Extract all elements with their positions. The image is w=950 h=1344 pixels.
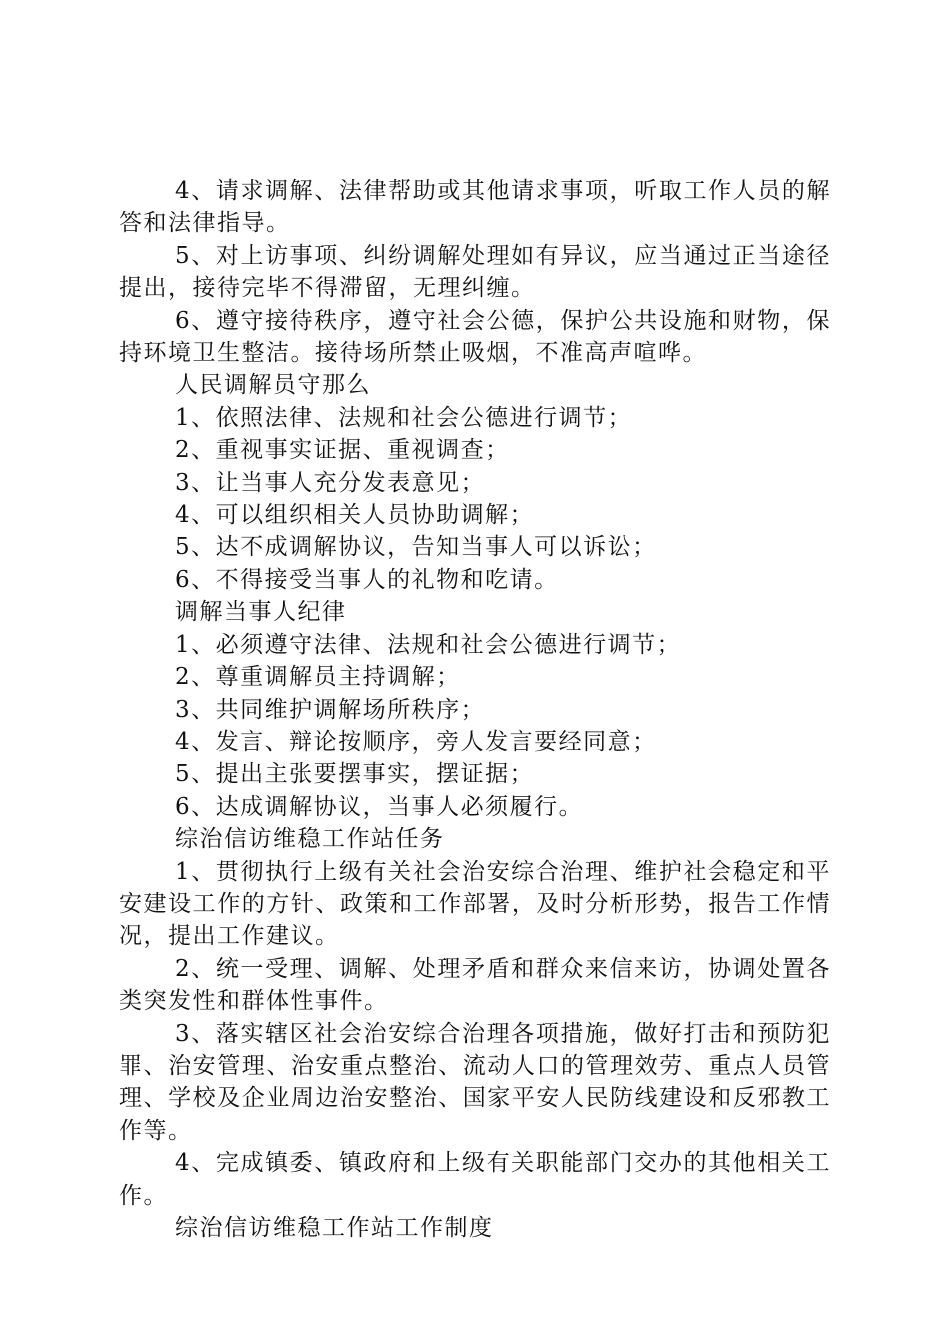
paragraph-task-1: 1、贯彻执行上级有关社会治安综合治理、维护社会稳定和平安建设工作的方针、政策和工作部署，及时分析形势，报告工作情况，提出工作建议。 bbox=[119, 858, 831, 950]
paragraph-mediator-6: 6、不得接受当事人的礼物和吃请。 bbox=[175, 566, 559, 593]
paragraph-mediator-4: 4、可以组织相关人员协助调解； bbox=[175, 502, 535, 529]
paragraph-party-4: 4、发言、辩论按顺序，旁人发言要经同意； bbox=[175, 728, 657, 755]
paragraph-mediator-1: 1、依照法律、法规和社会公德进行调节； bbox=[175, 404, 633, 431]
document-body bbox=[119, 175, 831, 1244]
paragraph-party-2: 2、尊重调解员主持调解； bbox=[175, 664, 461, 691]
paragraph-mediator-3: 3、让当事人充分发表意见； bbox=[175, 469, 486, 496]
section-heading-station-tasks: 综治信访维稳工作站任务 bbox=[175, 826, 445, 853]
paragraph-party-5: 5、提出主张要摆事实，摆证据； bbox=[175, 761, 535, 788]
paragraph-party-6: 6、达成调解协议，当事人必须履行。 bbox=[175, 793, 584, 820]
paragraph-party-1: 1、必须遵守法律、法规和社会公德进行调节； bbox=[175, 631, 682, 658]
paragraph-rule-6: 6、遵守接待秩序，遵守社会公德，保护公共设施和财物，保持环境卫生整洁。接待场所禁止吸烟，不准高声喧哗。 bbox=[119, 307, 831, 367]
paragraph-task-3: 3、落实辖区社会治安综合治理各项措施，做好打击和预防犯罪、治安管理、治安重点整治、流动人口的管理效劳、重点人员管理、学校及企业周边治安整治、国家平安人民防线建设和反邪教工作等。 bbox=[119, 1020, 831, 1144]
section-heading-station-system: 综治信访维稳工作站工作制度 bbox=[175, 1215, 494, 1241]
paragraph-task-4: 4、完成镇委、镇政府和上级有关职能部门交办的其他相关工作。 bbox=[119, 1150, 831, 1209]
section-heading-party-discipline: 调解当事人纪律 bbox=[175, 599, 347, 626]
paragraph-task-2: 2、统一受理、调解、处理矛盾和群众来信来访，协调处置各类突发性和群体性事件。 bbox=[119, 955, 831, 1015]
paragraph-mediator-5: 5、达不成调解协议，告知当事人可以诉讼； bbox=[175, 534, 657, 561]
paragraph-mediator-2: 2、重视事实证据、重视调查； bbox=[175, 437, 510, 464]
paragraph-party-3: 3、共同维护调解场所秩序； bbox=[175, 696, 486, 723]
section-heading-mediator-rules: 人民调解员守那么 bbox=[175, 372, 371, 399]
paragraph-rule-4: 4、请求调解、法律帮助或其他请求事项，听取工作人员的解答和法律指导。 bbox=[119, 178, 831, 237]
paragraph-rule-5: 5、对上访事项、纠纷调解处理如有异议，应当通过正当途径提出，接待完毕不得滞留，无理纠缠。 bbox=[119, 242, 831, 302]
